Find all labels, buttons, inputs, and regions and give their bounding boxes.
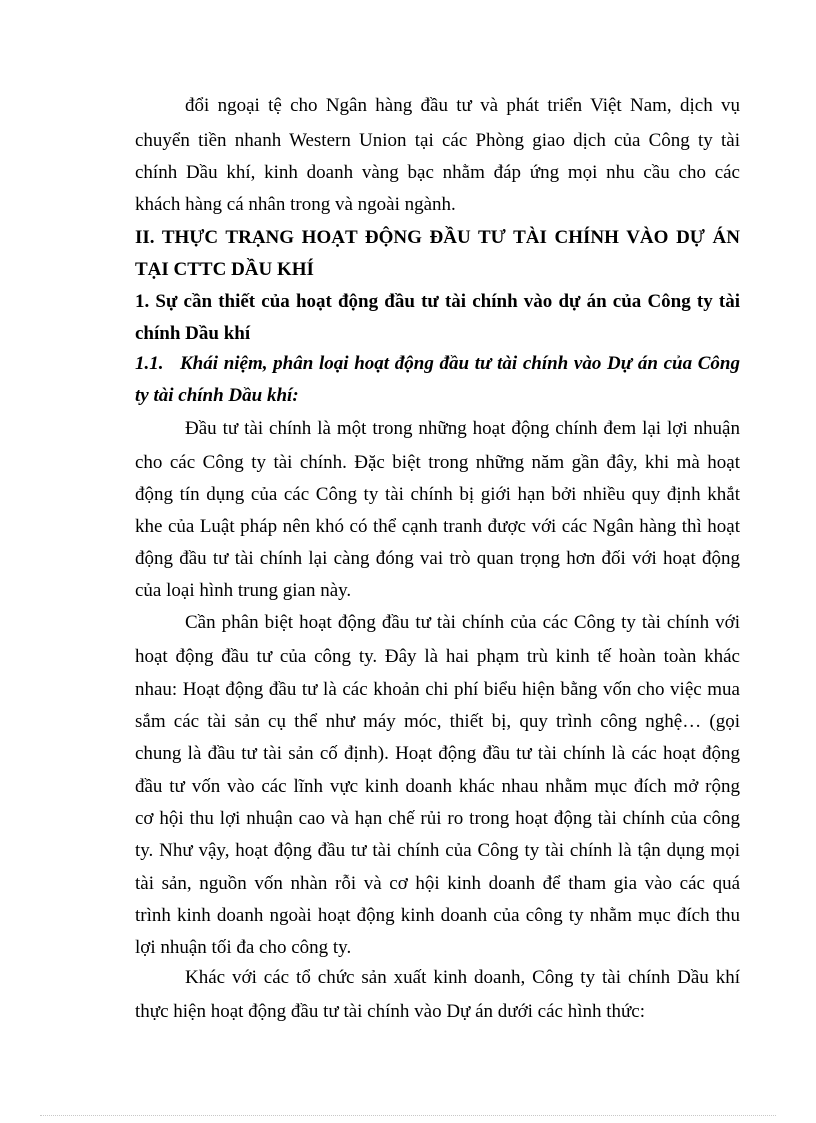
text-line: cơ hội thu lợi nhuận cao và hạn chế rủi ro trong hoạt động tài chính của công	[135, 808, 740, 829]
text-line: động đầu tư tài chính lại càng đóng vai trò quan trọng hơn đối với hoạt động	[135, 548, 740, 569]
text-line: khách hàng cá nhân trong và ngoài ngành.	[135, 194, 456, 215]
text-line: Khác với các tổ chức sản xuất kinh doanh, Công ty tài chính Dầu khí	[185, 967, 740, 988]
sub-subsection-heading: ty tài chính Dầu khí:	[135, 385, 299, 406]
sub-subsection-heading	[135, 352, 740, 376]
subsection-heading: 1. Sự cần thiết của hoạt động đầu tư tài chính vào dự án của Công ty tài	[135, 291, 740, 312]
text-line: hoạt động đầu tư của công ty. Đây là hai phạm trù kinh tế hoàn toàn khác	[135, 646, 740, 667]
page-bottom-divider	[40, 1115, 776, 1116]
text-line: động tín dụng của các Công ty tài chính bị giới hạn bởi nhiều quy định khắt	[135, 484, 740, 505]
subsection-heading: chính Dầu khí	[135, 323, 251, 344]
text-line: chuyển tiền nhanh Western Union tại các Phòng giao dịch của Công ty tài	[135, 130, 740, 151]
text-line: chung là đầu tư tài sản cố định). Hoạt động đầu tư tài chính là các hoạt động	[135, 743, 740, 764]
text-line: Cần phân biệt hoạt động đầu tư tài chính của các Công ty tài chính với	[185, 612, 740, 633]
text-line: đầu tư vốn vào các lĩnh vực kinh doanh khác nhau nhằm mục đích mở rộng	[135, 776, 740, 797]
text-line: trình kinh doanh ngoài hoạt động kinh doanh của công ty nhằm mục đích thu	[135, 905, 740, 926]
text-line: sắm các tài sản cụ thể như máy móc, thiết bị, quy trình công nghệ… (gọi	[135, 711, 740, 732]
text-line: tài sản, nguồn vốn nhàn rỗi và cơ hội kinh doanh để tham gia vào các quá	[135, 873, 740, 894]
text-line: nhau: Hoạt động đầu tư là các khoản chi phí biểu hiện bằng vốn cho việc mua	[135, 679, 740, 700]
section-heading: II. THỰC TRẠNG HOẠT ĐỘNG ĐẦU TƯ TÀI CHÍNH VÀO DỰ ÁN	[135, 227, 740, 248]
heading-text: Khái niệm, phân loại hoạt động đầu tư tài chính vào Dự án của Công	[180, 353, 740, 374]
section-heading: TẠI CTTC DẦU KHÍ	[135, 259, 314, 280]
text-line: của loại hình trung gian này.	[135, 580, 352, 601]
heading-number: 1.1.	[135, 353, 164, 374]
text-line: ty. Như vậy, hoạt động đầu tư tài chính của Công ty tài chính là tận dụng mọi	[135, 840, 740, 861]
text-line: thực hiện hoạt động đầu tư tài chính vào Dự án dưới các hình thức:	[135, 1001, 646, 1022]
text-line: đổi ngoại tệ cho Ngân hàng đầu tư và phát triển Việt Nam, dịch vụ	[185, 95, 740, 116]
text-line: lợi nhuận tối đa cho công ty.	[135, 937, 352, 958]
text-line: cho các Công ty tài chính. Đặc biệt trong những năm gần đây, khi mà hoạt	[135, 452, 740, 473]
text-line: chính Dầu khí, kinh doanh vàng bạc nhằm đáp ứng mọi nhu cầu cho các	[135, 162, 740, 183]
text-line: khe của Luật pháp nên khó có thể cạnh tranh được với các Ngân hàng thì hoạt	[135, 516, 740, 537]
text-line: Đầu tư tài chính là một trong những hoạt động chính đem lại lợi nhuận	[185, 418, 740, 439]
